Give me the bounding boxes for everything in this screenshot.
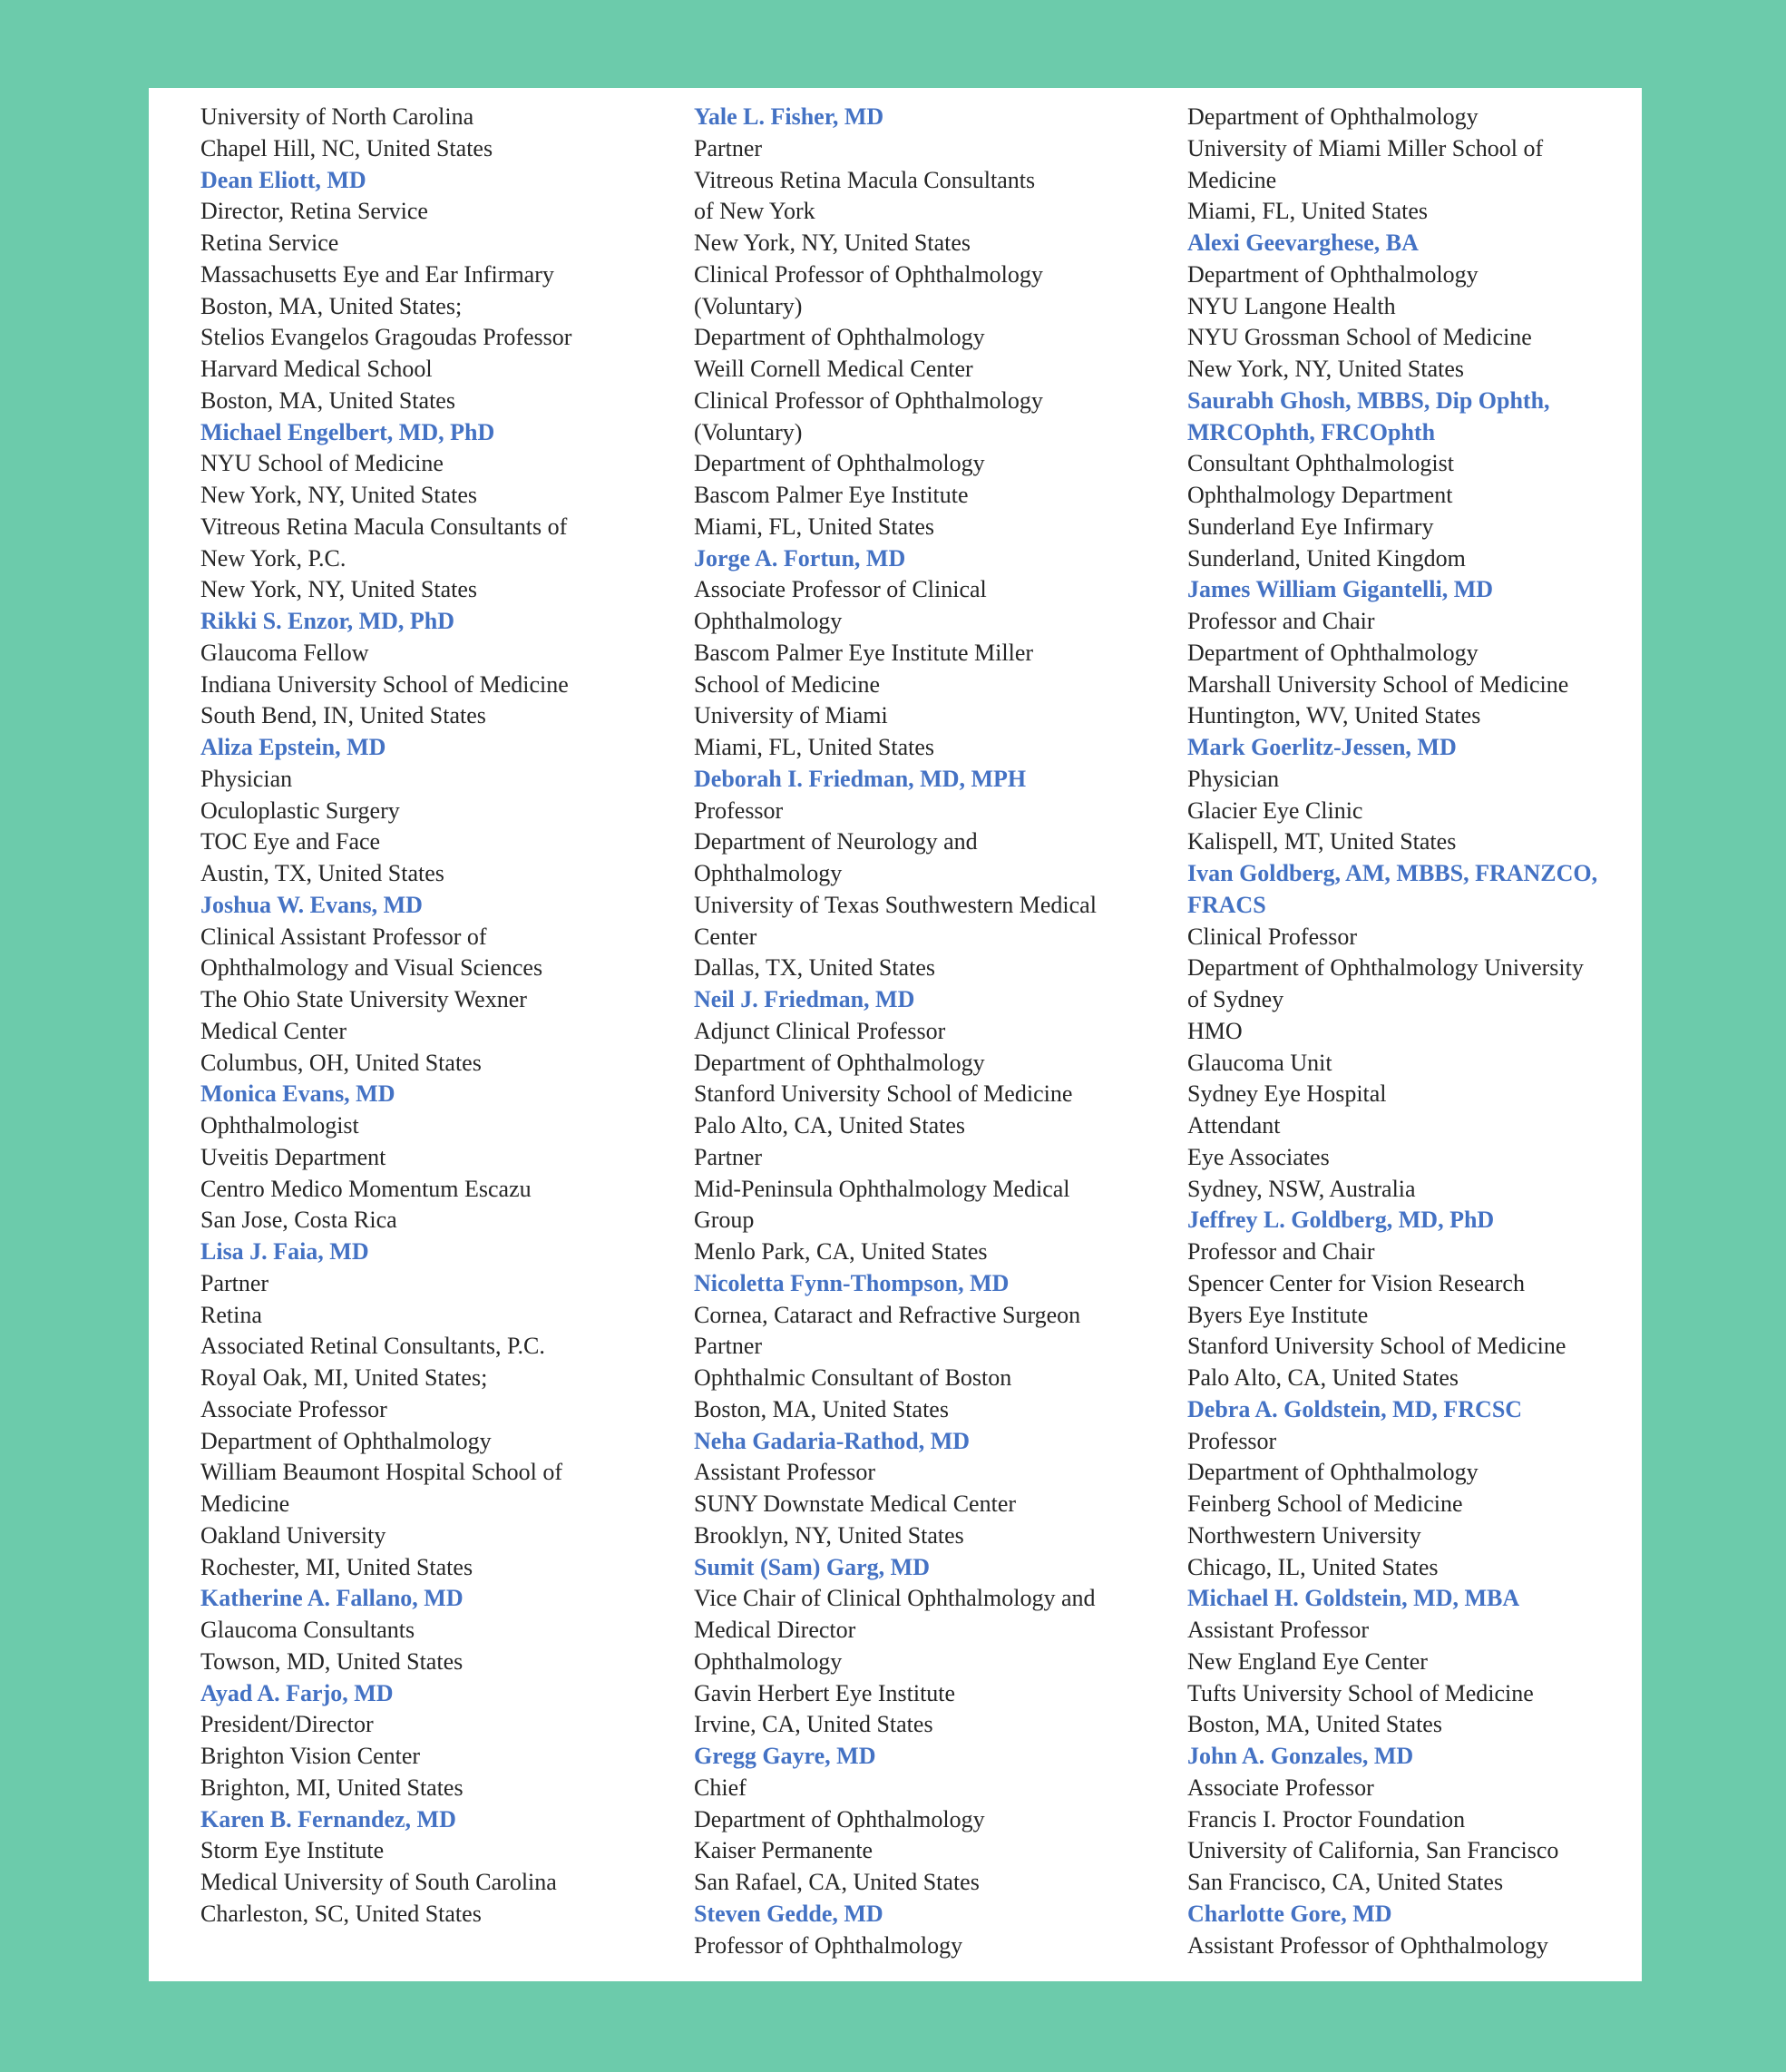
affiliation-line: New York, NY, United States [694,230,971,256]
contributor-name: Gregg Gayre, MD [694,1743,876,1769]
affiliation-line: Brighton Vision Center [200,1743,421,1769]
affiliation-line: Indiana University School of Medicine [200,670,569,698]
contributor-name: Lisa J. Faia, MD [200,1238,369,1265]
affiliation-line: School of Medicine [694,670,881,698]
affiliation-line: SUNY Downstate Medical Center [694,1490,1017,1517]
affiliation-line: Boston, MA, United States [694,1395,949,1422]
affiliation-line: Palo Alto, CA, United States [694,1112,965,1139]
affiliation-line: Physician [1187,765,1280,792]
affiliation-line: Consultant Ophthalmologist [1187,450,1454,477]
affiliation-line: Department of Ophthalmology University [1187,954,1584,982]
column-3 [1187,102,1659,1961]
affiliation-line: (Voluntary) [694,418,803,445]
contributor-name: Sumit (Sam) Garg, MD [694,1553,930,1580]
contributor-name: Katherine A. Fallano, MD [200,1585,464,1612]
affiliation-line: Department of Ophthalmology [1187,103,1479,130]
affiliation-line: Centro Medico Momentum Escazu [200,1175,532,1202]
affiliation-line: Medical Director [694,1617,856,1643]
affiliation-line: NYU School of Medicine [200,450,444,477]
affiliation-line: of Sydney [1187,986,1284,1012]
contributors-page [149,88,1642,1981]
affiliation-line: Adjunct Clinical Professor [694,1017,946,1044]
affiliation-line: Royal Oak, MI, United States; [200,1364,488,1391]
affiliation-line: San Francisco, CA, United States [1187,1869,1504,1895]
affiliation-line: NYU Grossman School of Medicine [1187,324,1532,351]
contributor-name: Michael H. Goldstein, MD, MBA [1187,1585,1520,1612]
affiliation-line: University of Miami [694,702,888,729]
affiliation-line: Professor [694,797,784,824]
affiliation-line: Boston, MA, United States [200,386,455,414]
contributor-name: Aliza Epstein, MD [200,734,386,760]
contributor-name: James William Gigantelli, MD [1187,576,1494,603]
affiliation-line: Department of Ophthalmology [200,1427,492,1454]
affiliation-line: Feinberg School of Medicine [1187,1490,1463,1517]
affiliation-line: University of North Carolina [200,103,474,130]
affiliation-line: Stelios Evangelos Gragoudas Professor [200,324,572,351]
contributor-name: Jeffrey L. Goldberg, MD, PhD [1187,1207,1495,1234]
affiliation-line: San Rafael, CA, United States [694,1869,980,1895]
affiliation-line: TOC Eye and Face [200,828,381,855]
affiliation-line: Assistant Professor [694,1459,876,1486]
affiliation-line: Miami, FL, United States [694,734,935,760]
affiliation-line: University of California, San Francisco [1187,1837,1559,1864]
affiliation-line: Vice Chair of Clinical Ophthalmology and [694,1585,1096,1612]
affiliation-line: Glacier Eye Clinic [1187,797,1363,824]
affiliation-line: Sydney Eye Hospital [1187,1080,1387,1108]
affiliation-line: Ophthalmology [694,608,843,634]
affiliation-line: New York, P.C. [200,544,346,572]
affiliation-line: Oculoplastic Surgery [200,797,400,824]
affiliation-line: Bascom Palmer Eye Institute Miller [694,639,1034,666]
affiliation-line: Marshall University School of Medicine [1187,670,1569,698]
contributor-name: Jorge A. Fortun, MD [694,544,906,572]
affiliation-line: University of Miami Miller School of [1187,134,1544,161]
contributor-name: Joshua W. Evans, MD [200,891,423,918]
affiliation-line: Harvard Medical School [200,356,433,382]
affiliation-line: Associate Professor [200,1395,387,1422]
affiliation-line: Francis I. Proctor Foundation [1187,1805,1466,1833]
affiliation-line: Partner [200,1269,269,1296]
affiliation-line: Attendant [1187,1112,1281,1139]
affiliation-line: Medicine [200,1490,290,1517]
contributor-name: Karen B. Fernandez, MD [200,1805,456,1833]
contributor-name: Alexi Geevarghese, BA [1187,230,1419,256]
affiliation-line: Stanford University School of Medicine [1187,1333,1566,1360]
contributor-name: Steven Gedde, MD [694,1900,883,1927]
affiliation-line: The Ohio State University Wexner [200,986,527,1012]
affiliation-line: Miami, FL, United States [1187,198,1429,225]
affiliation-line: President/Director [200,1711,374,1738]
contributor-name: FRACS [1187,891,1266,918]
affiliation-line: Cornea, Cataract and Refractive Surgeon [694,1301,1081,1328]
affiliation-line: Department of Ophthalmology [694,450,985,477]
affiliation-line: Rochester, MI, United States [200,1553,473,1580]
contributor-name: Ayad A. Farjo, MD [200,1679,394,1706]
contributor-name: Debra A. Goldstein, MD, FRCSC [1187,1395,1523,1422]
affiliation-line: Assistant Professor of Ophthalmology [1187,1931,1548,1959]
affiliation-line: Massachusetts Eye and Ear Infirmary [200,260,554,288]
contributor-name: John A. Gonzales, MD [1187,1743,1414,1769]
affiliation-line: Northwestern University [1187,1521,1421,1549]
contributor-name: Michael Engelbert, MD, PhD [200,418,495,445]
affiliation-line: Medical University of South Carolina [200,1869,557,1895]
affiliation-line: Boston, MA, United States [1187,1711,1442,1738]
affiliation-line: Bascom Palmer Eye Institute [694,482,969,508]
affiliation-line: Professor [1187,1427,1277,1454]
affiliation-line: Partner [694,1143,763,1170]
affiliation-line: NYU Langone Health [1187,292,1396,319]
affiliation-line: New York, NY, United States [1187,356,1465,382]
affiliation-line: Department of Ophthalmology [1187,639,1479,666]
affiliation-line: Mid-Peninsula Ophthalmology Medical [694,1175,1070,1202]
contributor-name: Monica Evans, MD [200,1080,395,1108]
affiliation-line: Brooklyn, NY, United States [694,1521,964,1549]
affiliation-line: Clinical Professor of Ophthalmology [694,386,1043,414]
affiliation-line: Department of Ophthalmology [694,324,985,351]
affiliation-line: Tufts University School of Medicine [1187,1679,1534,1706]
affiliation-line: Chicago, IL, United States [1187,1553,1439,1580]
affiliation-line: Menlo Park, CA, United States [694,1238,988,1265]
affiliation-line: Associate Professor [1187,1774,1374,1801]
affiliation-line: Chief [694,1774,747,1801]
affiliation-line: Glaucoma Consultants [200,1617,415,1643]
contributor-name: Nicoletta Fynn-Thompson, MD [694,1269,1010,1296]
affiliation-line: Sunderland, United Kingdom [1187,544,1466,572]
affiliation-line: Huntington, WV, United States [1187,702,1481,729]
affiliation-line: Ophthalmologist [200,1112,359,1139]
contributor-name: Neha Gadaria-Rathod, MD [694,1427,971,1454]
affiliation-line: Towson, MD, United States [200,1647,464,1675]
affiliation-line: New York, NY, United States [200,576,478,603]
contributor-name: MRCOphth, FRCOphth [1187,418,1436,445]
affiliation-line: Byers Eye Institute [1187,1301,1369,1328]
affiliation-line: Assistant Professor [1187,1617,1370,1643]
affiliation-line: Chapel Hill, NC, United States [200,134,493,161]
affiliation-line: Vitreous Retina Macula Consultants [694,166,1036,193]
affiliation-line: Department of Neurology and [694,828,978,855]
affiliation-line: Miami, FL, United States [694,513,935,540]
contributor-name: Mark Goerlitz-Jessen, MD [1187,734,1457,760]
affiliation-line: Palo Alto, CA, United States [1187,1364,1459,1391]
contributor-name: Saurabh Ghosh, MBBS, Dip Ophth, [1187,386,1550,414]
column-1 [200,102,672,1930]
affiliation-line: Irvine, CA, United States [694,1711,933,1738]
affiliation-line: Vitreous Retina Macula Consultants of [200,513,568,540]
affiliation-line: Clinical Professor [1187,923,1358,950]
affiliation-line: HMO [1187,1017,1243,1044]
affiliation-line: Uveitis Department [200,1143,386,1170]
affiliation-line: Storm Eye Institute [200,1837,385,1864]
affiliation-line: Sydney, NSW, Australia [1187,1175,1416,1202]
affiliation-line: William Beaumont Hospital School of [200,1459,563,1486]
affiliation-line: Department of Ophthalmology [1187,260,1479,288]
affiliation-line: Stanford University School of Medicine [694,1080,1073,1108]
contributor-name: Dean Eliott, MD [200,166,366,193]
affiliation-line: Glaucoma Fellow [200,639,369,666]
affiliation-line: Director, Retina Service [200,198,428,225]
affiliation-line: Clinical Assistant Professor of [200,923,487,950]
affiliation-line: Dallas, TX, United States [694,954,935,982]
contributor-name: Ivan Goldberg, AM, MBBS, FRANZCO, [1187,860,1598,886]
contributor-name: Deborah I. Friedman, MD, MPH [694,765,1027,792]
affiliation-line: Center [694,923,757,950]
affiliation-line: of New York [694,198,815,225]
affiliation-line: Professor of Ophthalmology [694,1931,963,1959]
affiliation-line: Associated Retinal Consultants, P.C. [200,1333,545,1360]
affiliation-line: Austin, TX, United States [200,860,444,886]
affiliation-line: (Voluntary) [694,292,803,319]
affiliation-line: Charleston, SC, United States [200,1900,482,1927]
affiliation-line: Ophthalmology [694,1647,843,1675]
affiliation-line: Physician [200,765,293,792]
affiliation-line: Medicine [1187,166,1277,193]
contributor-name: Rikki S. Enzor, MD, PhD [200,608,455,634]
affiliation-line: Gavin Herbert Eye Institute [694,1679,956,1706]
affiliation-line: Partner [694,134,763,161]
affiliation-line: Ophthalmology Department [1187,482,1453,508]
affiliation-line: Glaucoma Unit [1187,1049,1332,1076]
affiliation-line: Professor and Chair [1187,1238,1375,1265]
affiliation-line: Brighton, MI, United States [200,1774,464,1801]
affiliation-line: Group [694,1207,755,1234]
affiliation-line: Columbus, OH, United States [200,1049,482,1076]
affiliation-line: San Jose, Costa Rica [200,1207,397,1234]
affiliation-line: Kalispell, MT, United States [1187,828,1457,855]
affiliation-line: Associate Professor of Clinical [694,576,987,603]
affiliation-line: Medical Center [200,1017,346,1044]
affiliation-line: Eye Associates [1187,1143,1330,1170]
affiliation-line: Retina [200,1301,262,1328]
affiliation-line: Ophthalmology [694,860,843,886]
contributor-name: Neil J. Friedman, MD [694,986,915,1012]
affiliation-line: Ophthalmic Consultant of Boston [694,1364,1012,1391]
affiliation-line: Department of Ophthalmology [694,1049,985,1076]
affiliation-line: Partner [694,1333,763,1360]
affiliation-line: Professor and Chair [1187,608,1375,634]
affiliation-line: New England Eye Center [1187,1647,1428,1675]
contributor-name: Yale L. Fisher, MD [694,103,884,130]
contributor-name: Charlotte Gore, MD [1187,1900,1392,1927]
affiliation-line: Retina Service [200,230,339,256]
column-2 [694,102,1166,1961]
affiliation-line: New York, NY, United States [200,482,478,508]
affiliation-line: Department of Ophthalmology [1187,1459,1479,1486]
affiliation-line: Kaiser Permanente [694,1837,873,1864]
affiliation-line: Ophthalmology and Visual Sciences [200,954,543,982]
affiliation-line: Sunderland Eye Infirmary [1187,513,1434,540]
affiliation-line: Spencer Center for Vision Research [1187,1269,1525,1296]
affiliation-line: Oakland University [200,1521,386,1549]
affiliation-line: University of Texas Southwestern Medical [694,891,1097,918]
affiliation-line: Clinical Professor of Ophthalmology [694,260,1043,288]
affiliation-line: Department of Ophthalmology [694,1805,985,1833]
affiliation-line: Boston, MA, United States; [200,292,463,319]
affiliation-line: South Bend, IN, United States [200,702,486,729]
affiliation-line: Weill Cornell Medical Center [694,356,973,382]
